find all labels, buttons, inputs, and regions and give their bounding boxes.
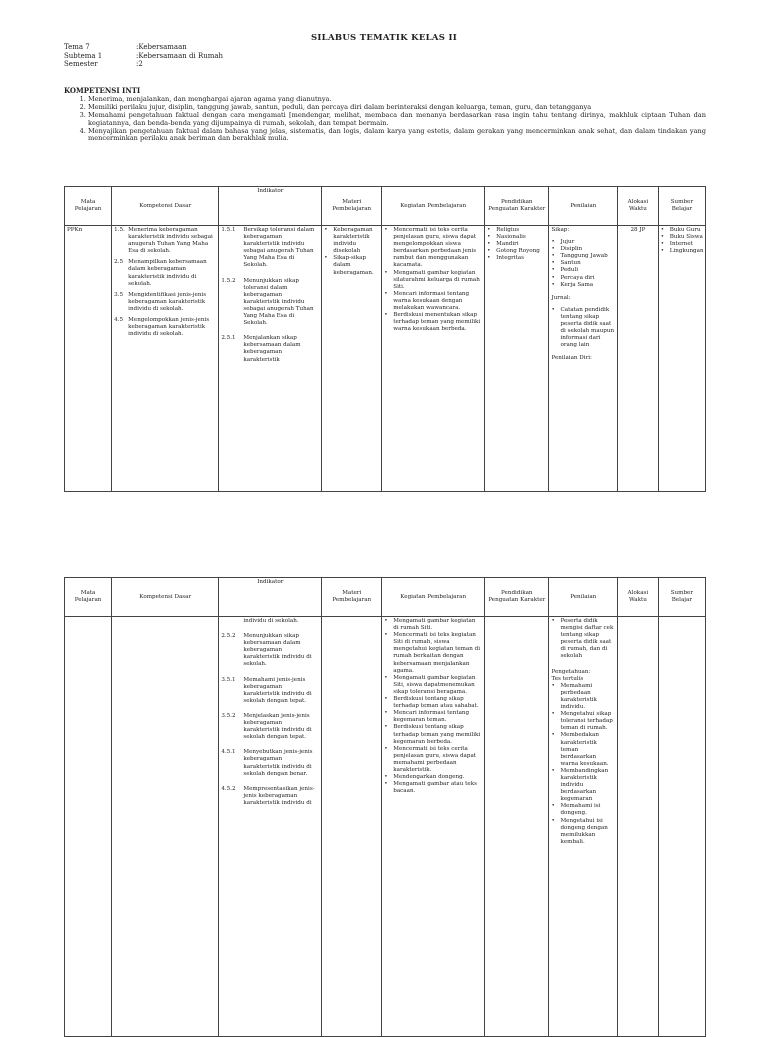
- pengetahuan-label: Pengetahuan:: [551, 668, 591, 675]
- cell-alokasi: 28 JP: [618, 226, 659, 492]
- indikator-text: individu di sekolah.: [243, 618, 299, 624]
- table-row: [65, 617, 706, 1037]
- meta-sep: :: [136, 60, 139, 68]
- kegiatan-item: • Mencermati isi teks cerita penjelasan guru, siswa dapat memahami perbedaan karakteristik.: [384, 745, 477, 773]
- indikator-number: [221, 618, 243, 625]
- meta-key: Semester: [64, 60, 98, 68]
- cell-materi: [322, 617, 382, 1037]
- header-kompetensi-dasar: Kompetensi Dasar: [112, 187, 219, 226]
- bullet-icon: •: [324, 255, 328, 262]
- sikap-item: • Kerja Sama: [551, 281, 594, 288]
- meta-block: [64, 43, 223, 69]
- ki-item: 4. Menyajikan pengetahuan faktual dalam bahasa yang jelas, sistematis, dan logis, dalam karya yang estetis, dalam gerakan yang mencerminkan anak sehat, dan dalam tindakan yang mencerminkan perilaku anak beriman dan berakhlak mulia.: [88, 128, 706, 144]
- indikator-item: [221, 335, 319, 363]
- header-materi: Materi Pembelajaran: [322, 578, 382, 617]
- kegiatan-item: • Mengamati gambar atau teks bacaan.: [384, 781, 477, 795]
- indikator-text: Bersikap toleransi dalam keberagaman karakteristik individu sebagai anugerah Tuhan Yang Maha Esa di Sekolah.: [243, 227, 315, 269]
- indikator-text: Menjelaskan jenis-jenis keberagaman karakteristik individu di sekolah dengan tepat.: [243, 712, 312, 741]
- bullet-icon: •: [384, 724, 388, 731]
- kd-text: Mengidentifikasi jenis-jenis keberagaman karakteristik individu di sekolah.: [128, 291, 207, 312]
- cell-kd: [112, 617, 219, 1037]
- bullet-icon: •: [660, 227, 665, 233]
- bullet-icon: •: [551, 306, 555, 313]
- kegiatan-item: • Mengamati gambar kegiatan Siti, siswa dapatmenemukan sikap toleransi beragama.: [384, 674, 476, 695]
- header-alokasi: Alokasi Waktu: [618, 187, 659, 226]
- meta-sep: :: [136, 51, 139, 60]
- meta-sep: :: [136, 43, 139, 51]
- pengetahuan-item: • Membandingkan karakteristik individu berdasarkan kegemaran: [551, 767, 609, 803]
- header-mata-pelajaran: Mata Pelajaran: [65, 578, 112, 617]
- bullet-icon: •: [384, 745, 388, 752]
- indikator-item: [221, 749, 319, 777]
- kompetensi-inti-section: [64, 87, 706, 143]
- cell-kegiatan: [382, 617, 485, 1037]
- bullet-icon: •: [384, 290, 388, 297]
- header-alokasi: Alokasi Waktu: [618, 578, 659, 617]
- kd-number: 3.5: [114, 291, 124, 298]
- bullet-icon: •: [487, 227, 491, 233]
- bullet-icon: •: [551, 767, 555, 774]
- ki-item: 2. Memiliki perilaku jujur, disiplin, tanggung jawab, santun, peduli, dan percaya diri dalam berinteraksi dengan keluarga, teman, guru, dan tetangganya: [88, 104, 706, 112]
- cell-kegiatan: [382, 226, 485, 492]
- syllabus-table-1: [64, 186, 706, 492]
- kd-item: [114, 292, 216, 313]
- header-sumber: Sumber Belajar: [658, 578, 705, 617]
- kegiatan-item: • Mendengarkan dongeng.: [384, 774, 465, 781]
- ki-item: 3. Memahami pengetahuan faktual dengan cara mengamati [mendengar, melihat, membaca dan menanya berdasarkan rasa ingin tahu tentang dirinya, makhluk ciptaan Tuhan dan kegiatannya, dan benda-benda yang dijumpainya di rumah, sekolah, dan tempat bermain.: [88, 112, 706, 128]
- cell-sumber: [658, 226, 705, 492]
- header-sumber: Sumber Belajar: [658, 187, 705, 226]
- meta-key: Tema 7: [64, 43, 90, 51]
- tes-tertulis-label: Tes tertulis: [551, 675, 584, 682]
- bullet-icon: •: [487, 248, 491, 255]
- sikap-item: • Percaya diri: [551, 274, 595, 281]
- indikator-item: [221, 633, 319, 668]
- indikator-number: 4.5.2: [221, 785, 236, 792]
- sumber-item: • Buku Guru: [660, 227, 701, 233]
- bullet-icon: •: [384, 269, 388, 276]
- kompetensi-inti-list: [64, 96, 706, 143]
- bullet-icon: •: [384, 227, 388, 233]
- bullet-icon: •: [384, 781, 388, 788]
- cell-penilaian: [549, 617, 618, 1037]
- bullet-icon: •: [551, 246, 555, 253]
- meta-value: 2: [138, 60, 143, 68]
- cell-mapel: PPKn: [65, 226, 112, 492]
- kegiatan-item: • Berdiskusi tentang sikap terhadap teman yang memiliki kegemaran berbeda.: [384, 724, 481, 745]
- pengetahuan-item: • Mengetahui sikap toleransi terhadap teman di rumah.: [551, 711, 613, 732]
- kegiatan-item: • Mencermati isi teks kegiatan Siti di rumah, siswa mengetahui kegiatan teman di rumah berkaitan dengan kebersamaan menjalankan agama.: [384, 632, 481, 674]
- cell-alokasi: [618, 617, 659, 1037]
- cell-kd: [112, 226, 219, 492]
- indikator-item: [221, 227, 319, 270]
- header-materi: Materi Pembelajaran: [322, 187, 382, 226]
- bullet-icon: •: [551, 682, 555, 689]
- kegiatan-item: • Mencermati isi teks cerita penjelasan guru, siswa dapat mengelompokkan siswa berdasarkan perbedaan jenis rambut dan menggunakan kacamata.: [384, 227, 477, 269]
- header-ppk: Pendidikan Penguatan Karakter: [485, 578, 549, 617]
- header-kegiatan: Kegiatan Pembelajaran: [382, 578, 485, 617]
- indikator-text: Memahami jenis-jenis keberagaman karakteristik individu di sekolah dengan tepat.: [243, 676, 312, 704]
- jurnal-item: • Catatan pendidik tentang sikap peserta didik saat di sekolah maupun informasi dari orang lain: [551, 306, 615, 349]
- bullet-icon: •: [660, 241, 665, 248]
- cell-penilaian: [549, 226, 618, 492]
- bullet-icon: •: [551, 817, 555, 824]
- kd-item: [114, 259, 216, 287]
- bullet-icon: •: [384, 312, 388, 319]
- bullet-icon: •: [551, 253, 555, 260]
- syllabus-table-2: [64, 577, 706, 1037]
- kegiatan-item: • Mengamati gambar kegiatan di rumah Siti.: [384, 618, 476, 632]
- pengetahuan-item: • Memahami perbedaan karakteristik individu.: [551, 682, 597, 711]
- indikator-text: Menunjukkan sikap toleransi dalam keberagaman karakteristik individu sebagai anugerah Tuhan Yang Maha Esa di Sekolah.: [243, 277, 314, 327]
- indikator-number: 1.5.1: [221, 227, 236, 233]
- meta-row-tema: [64, 43, 223, 52]
- indikator-item: [221, 278, 319, 328]
- indikator-number: 2.5.1: [221, 335, 236, 342]
- bullet-icon: •: [384, 632, 388, 639]
- kd-number: 4.5: [114, 317, 124, 324]
- header-indikator: Indikator: [219, 187, 322, 226]
- header-mata-pelajaran: Mata Pelajaran: [65, 187, 112, 226]
- cell-materi: [322, 226, 382, 492]
- kd-item: [114, 317, 216, 338]
- penilaian-item: • Peserta didik mengisi daftar cek tentang sikap peserta didik saat di rumah, dan di sekolah: [551, 618, 614, 660]
- pengetahuan-item: • Membedakan karakteristik teman berdasarkan warna kesukaan.: [551, 732, 609, 767]
- bullet-icon: •: [551, 281, 555, 288]
- meta-row-subtema: [64, 52, 223, 61]
- indikator-item: [221, 677, 319, 705]
- bullet-icon: •: [551, 267, 555, 274]
- meta-value: Kebersamaan: [138, 43, 187, 51]
- bullet-icon: •: [384, 696, 388, 703]
- kd-number: 2.5: [114, 259, 124, 266]
- sumber-item: • Internet: [660, 241, 693, 248]
- ppk-item: • Nasionalis: [487, 234, 526, 241]
- header-indikator: Indikator: [219, 578, 322, 617]
- ppk-item: • Gotong Royong: [487, 248, 540, 255]
- indikator-number: 1.5.2: [221, 277, 236, 284]
- sikap-item: • Santun: [551, 260, 581, 267]
- indikator-number: 3.5.2: [221, 712, 236, 719]
- kd-number: 1.5.: [114, 227, 125, 233]
- table-row: [65, 226, 706, 492]
- bullet-icon: •: [660, 248, 665, 255]
- penilaian-sikap-label: Sikap:: [551, 227, 570, 233]
- indikator-item: [221, 618, 319, 625]
- bullet-icon: •: [551, 711, 555, 718]
- ppk-item: • Religius: [487, 227, 520, 233]
- ppk-item: • Integritas: [487, 255, 525, 262]
- bullet-icon: •: [551, 732, 555, 739]
- bullet-icon: •: [551, 260, 555, 267]
- indikator-text: Mempresentasikan jenis-jenis keberagaman karakteristik individu di: [243, 785, 315, 806]
- kegiatan-item: • Mencari informasi tentang kegemaran teman.: [384, 710, 470, 724]
- header-ppk: Pendidikan Penguatan Karakter: [485, 187, 549, 226]
- bullet-icon: •: [487, 255, 491, 262]
- cell-ppk: [485, 226, 549, 492]
- sikap-item: • Peduli: [551, 267, 579, 274]
- indikator-item: [221, 713, 319, 741]
- indikator-item: [221, 786, 319, 807]
- kd-item: [114, 227, 216, 255]
- penilaian-diri-label: Penilaian Diri:: [551, 355, 592, 362]
- sikap-item: • Disiplin: [551, 246, 583, 253]
- header-penilaian: Penilaian: [549, 187, 618, 226]
- indikator-number: 3.5.1: [221, 676, 236, 683]
- sumber-item: • Buku Siswa: [660, 234, 703, 241]
- kompetensi-inti-heading: KOMPETENSI INTI: [64, 86, 141, 95]
- meta-key: Subtema 1: [64, 51, 103, 60]
- kegiatan-item: • Mengamati gambar kegiatan silaturahmi keluarga di rumah Siti.: [384, 269, 480, 290]
- ki-item: 1. Menerima, menjalankan, dan menghargai ajaran agama yang dianutnya.: [88, 96, 706, 104]
- cell-indikator: [219, 617, 322, 1037]
- indikator-number: 2.5.2: [221, 633, 236, 640]
- cell-indikator: [219, 226, 322, 492]
- meta-row-semester: [64, 60, 223, 69]
- bullet-icon: •: [551, 803, 555, 810]
- cell-ppk: [485, 617, 549, 1037]
- bullet-icon: •: [384, 774, 388, 781]
- indikator-text: Menyebutkan jenis-jenis keberagaman karakteristik individu di sekolah dengan benar.: [243, 749, 313, 777]
- meta-value: Kebersamaan di Rumah: [138, 51, 224, 60]
- sumber-item: • Lingkungan: [660, 248, 704, 255]
- bullet-icon: •: [487, 241, 491, 248]
- bullet-icon: •: [487, 234, 491, 241]
- sikap-item: • Tanggung Jawab: [551, 253, 608, 260]
- document-title: SILABUS TEMATIK KELAS II: [310, 33, 458, 43]
- kegiatan-item: • Berdiskusi menentukan sikap terhadap teman yang memiliki warna kesukaan berbeda.: [384, 312, 481, 333]
- bullet-icon: •: [384, 710, 388, 717]
- kd-text: Menampilkan kebersamaan dalam keberagaman karakteristik individu di sekolah.: [128, 259, 207, 287]
- materi-item: • Sikap-sikap dalam keberagaman.: [324, 255, 374, 276]
- header-penilaian: Penilaian: [549, 578, 618, 617]
- sikap-item: • Jujur: [551, 239, 575, 246]
- bullet-icon: •: [324, 227, 328, 233]
- kegiatan-item: • Mencari informasi tentang warna kesukaan dengan melakukan wawancara.: [384, 290, 470, 312]
- cell-sumber: [658, 617, 705, 1037]
- bullet-icon: •: [551, 618, 555, 624]
- bullet-icon: •: [660, 234, 665, 241]
- kd-text: Mengelompokkan jenis-jenis keberagaman karakteristik individu di sekolah.: [128, 317, 210, 338]
- kd-text: Menerima keberagaman karakteristik individu sebagai anugerah Tuhan Yang Maha Esa di sekolah.: [128, 227, 213, 255]
- indikator-text: Menjalankan sikap kebersamaan dalam keberagaman karakteristik: [243, 335, 301, 363]
- ppk-item: • Mandiri: [487, 241, 519, 248]
- header-kompetensi-dasar: Kompetensi Dasar: [112, 578, 219, 617]
- table-header-row: [65, 578, 706, 617]
- pengetahuan-item: • Memahami isi dongeng.: [551, 803, 601, 817]
- bullet-icon: •: [551, 239, 555, 246]
- indikator-text: Menunjukkan sikap kebersamaan dalam keberagaman karakteristik individu di sekolah.: [243, 633, 312, 668]
- pengetahuan-item: • Mengetahui isi dongeng dengan memilukkan kembali.: [551, 817, 608, 845]
- bullet-icon: •: [384, 618, 388, 624]
- header-kegiatan: Kegiatan Pembelajaran: [382, 187, 485, 226]
- table-header-row: [65, 187, 706, 226]
- penilaian-jurnal-label: Jurnal:: [551, 294, 571, 301]
- indikator-number: 4.5.1: [221, 749, 236, 756]
- bullet-icon: •: [551, 274, 555, 281]
- bullet-icon: •: [384, 674, 388, 681]
- kegiatan-item: • Berdiskusi tentang sikap terhadap teman atau sahabat.: [384, 696, 479, 710]
- materi-item: • Keberagaman karakteristik individu disekolah: [324, 227, 373, 255]
- cell-mapel: [65, 617, 112, 1037]
